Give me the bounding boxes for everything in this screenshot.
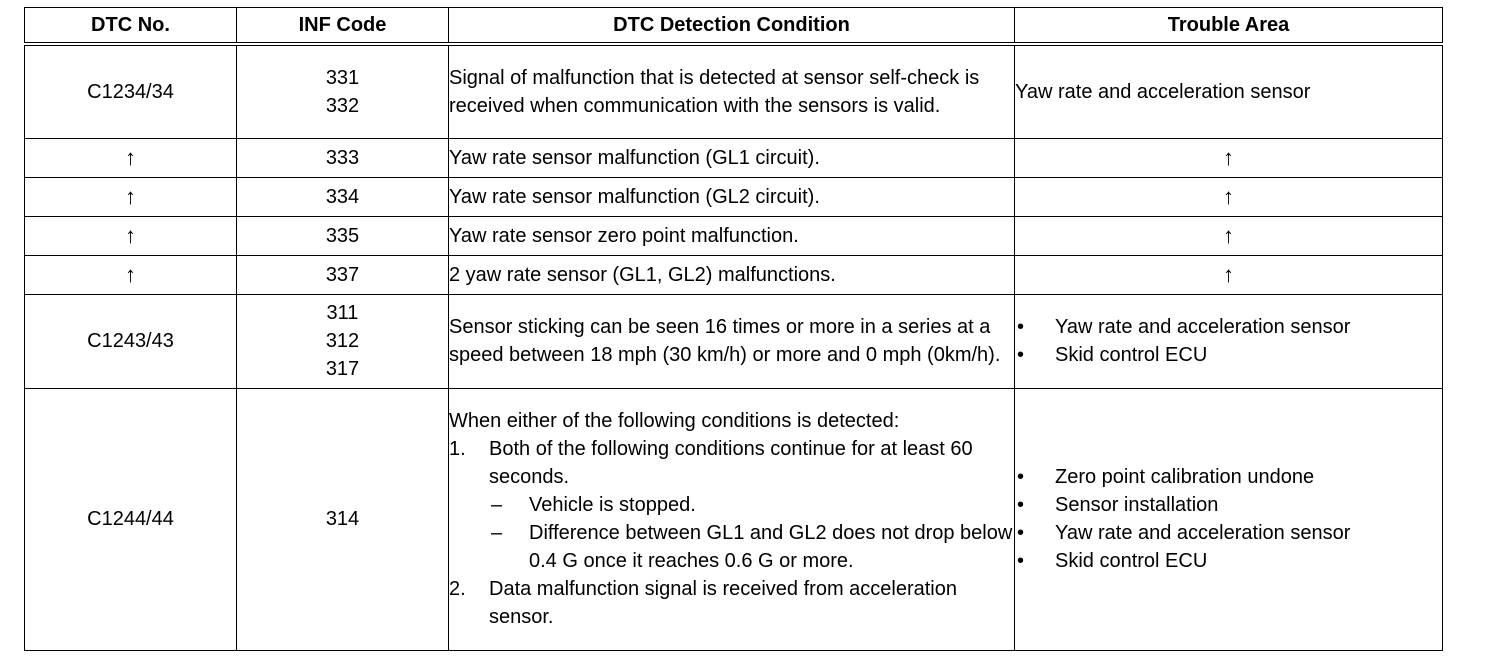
inf-code-cell: 314 — [237, 388, 449, 650]
trouble-area-cell — [1015, 294, 1443, 388]
inf-code: 312 — [325, 330, 360, 352]
list-item: – Vehicle is stopped. — [489, 491, 1014, 519]
inf-code-cell: 333 — [237, 138, 449, 177]
trouble-area-list — [1015, 313, 1442, 369]
bullet-icon: • — [1017, 494, 1025, 516]
dtc-no-cell: C1234/34 — [25, 44, 237, 138]
list-item: • Sensor installation — [1015, 491, 1442, 519]
list-item: – Difference between GL1 and GL2 does not drop below 0.4 G once it reaches 0.6 G or more. — [489, 519, 1014, 575]
bullet-icon: • — [1017, 316, 1025, 338]
list-item: • Yaw rate and acceleration sensor — [1015, 313, 1442, 341]
detection-condition-cell: Signal of malfunction that is detected at sensor self-check is received when communication with the sensors is valid. — [449, 44, 1015, 138]
dtc-no-cell: C1243/43 — [25, 294, 237, 388]
detection-condition-cell: 2 yaw rate sensor (GL1, GL2) malfunctions. — [449, 255, 1015, 294]
condition-list — [449, 435, 1014, 631]
list-item: 2. Data malfunction signal is received from acceleration sensor. — [449, 575, 1014, 631]
list-number: 2. — [449, 578, 466, 600]
list-item: • Yaw rate and acceleration sensor — [1015, 519, 1442, 547]
detection-condition-cell: Yaw rate sensor malfunction (GL1 circuit). — [449, 138, 1015, 177]
list-item: • Zero point calibration undone — [1015, 463, 1442, 491]
trouble-area-cell — [1015, 388, 1443, 650]
inf-code-cell: 334 — [237, 177, 449, 216]
dash-icon: – — [491, 494, 503, 516]
table-row — [25, 177, 1443, 216]
detection-condition-cell — [449, 388, 1015, 650]
dtc-no-cell: C1244/44 — [25, 388, 237, 650]
inf-code-cell — [237, 294, 449, 388]
bullet-icon: • — [1017, 550, 1025, 572]
bullet-icon: • — [1017, 522, 1025, 544]
bullet-icon: • — [1017, 344, 1025, 366]
trouble-area-cell: ↑ — [1015, 177, 1443, 216]
header-detection-condition: DTC Detection Condition — [449, 8, 1015, 45]
dash-icon: – — [491, 522, 503, 544]
inf-code: 311 — [326, 302, 359, 324]
table-row — [25, 138, 1443, 177]
trouble-area-cell: ↑ — [1015, 216, 1443, 255]
inf-code-cell — [237, 44, 449, 138]
trouble-area-cell: Yaw rate and acceleration sensor — [1015, 44, 1443, 138]
trouble-area-cell: ↑ — [1015, 138, 1443, 177]
trouble-area-cell: ↑ — [1015, 255, 1443, 294]
detection-condition-cell: Sensor sticking can be seen 16 times or more in a series at a speed between 18 mph (30 km/h) or more and 0 mph (0km/h). — [449, 294, 1015, 388]
inf-code-cell: 337 — [237, 255, 449, 294]
inf-code-cell: 335 — [237, 216, 449, 255]
dtc-no-cell: ↑ — [25, 255, 237, 294]
header-dtc-no: DTC No. — [25, 8, 237, 45]
dtc-no-cell: ↑ — [25, 138, 237, 177]
list-number: 1. — [449, 438, 466, 460]
table-row — [25, 44, 1443, 138]
detection-condition-cell: Yaw rate sensor malfunction (GL2 circuit). — [449, 177, 1015, 216]
detection-condition-cell: Yaw rate sensor zero point malfunction. — [449, 216, 1015, 255]
dtc-no-cell: ↑ — [25, 216, 237, 255]
sub-condition-list — [489, 491, 1014, 575]
header-inf-code: INF Code — [237, 8, 449, 45]
table-row — [25, 294, 1443, 388]
dtc-table — [24, 7, 1443, 651]
table-row — [25, 216, 1443, 255]
dtc-no-cell: ↑ — [25, 177, 237, 216]
inf-code: 332 — [325, 94, 360, 117]
header-row — [25, 8, 1443, 45]
table-row — [25, 388, 1443, 650]
list-item: 1. Both of the following conditions continue for at least 60 seconds. – Vehicle is stopped. – Difference between GL1 and GL2 does not drop below 0.4 G once it reaches 0.6 G or more. — [449, 435, 1014, 575]
list-item: • Skid control ECU — [1015, 341, 1442, 369]
inf-code: 317 — [325, 358, 360, 380]
list-item: • Skid control ECU — [1015, 547, 1442, 575]
inf-code: 331 — [325, 66, 360, 89]
table-row — [25, 255, 1443, 294]
condition-intro: When either of the following conditions is detected: — [449, 410, 900, 432]
trouble-area-list — [1015, 463, 1442, 575]
header-trouble-area: Trouble Area — [1015, 8, 1443, 45]
bullet-icon: • — [1017, 466, 1025, 488]
